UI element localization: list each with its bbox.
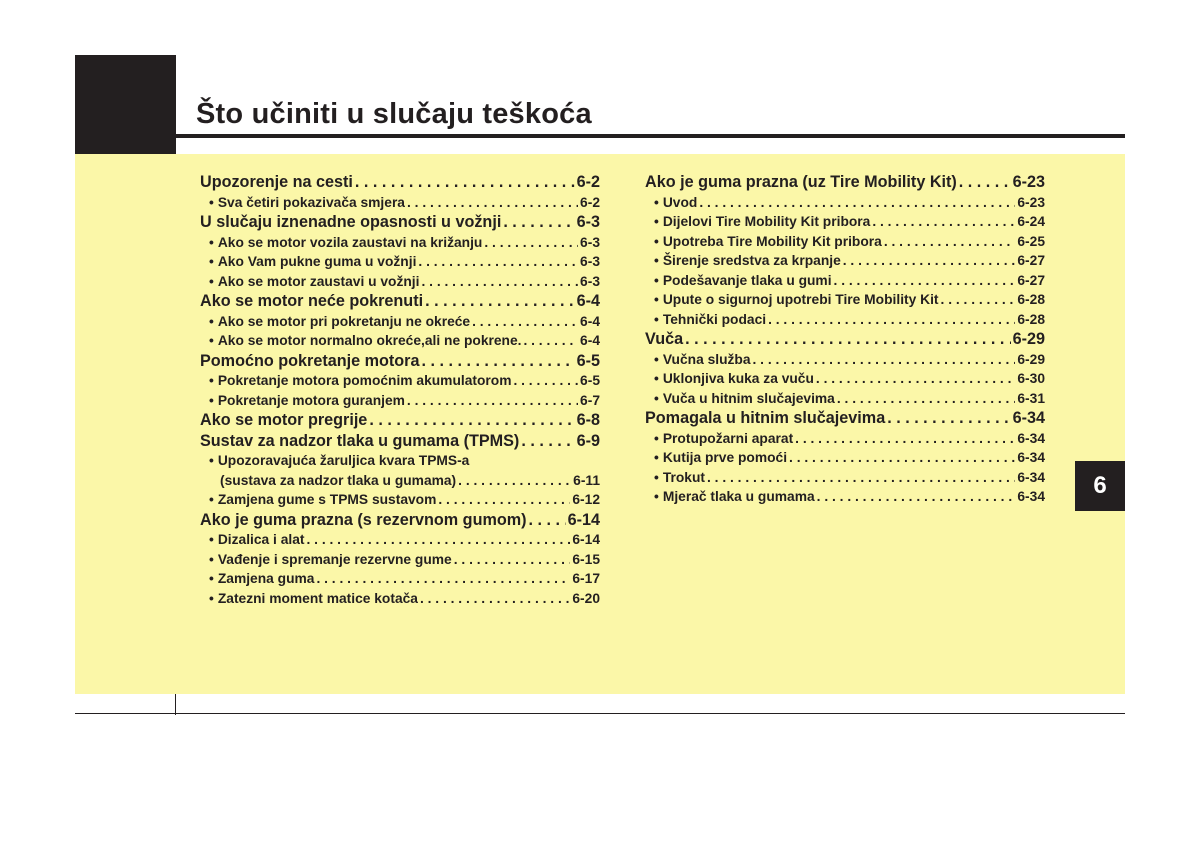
toc-page-number: 6-4 bbox=[576, 292, 600, 310]
dot-leader bbox=[843, 251, 1016, 271]
toc-entry-title: Zatezni moment matice kotača bbox=[217, 590, 418, 606]
toc-subsection-entry[interactable] bbox=[200, 490, 600, 510]
bullet-icon: • bbox=[209, 532, 214, 547]
toc-page-number: 6-8 bbox=[576, 411, 600, 429]
toc-entry-title: Sva četiri pokazivača smjera bbox=[217, 194, 405, 210]
dot-leader bbox=[872, 212, 1015, 232]
title-rule bbox=[176, 134, 1125, 138]
toc-subsection-entry[interactable] bbox=[200, 589, 600, 609]
toc-subsection-entry[interactable] bbox=[645, 271, 1045, 291]
toc-page-number: 6-34 bbox=[1017, 489, 1045, 504]
toc-section-entry[interactable] bbox=[200, 410, 600, 431]
toc-page-number: 6-3 bbox=[580, 273, 600, 289]
toc-entry-title: Dijelovi Tire Mobility Kit pribora bbox=[662, 214, 871, 229]
toc-page-number: 6-25 bbox=[1017, 233, 1045, 249]
bullet-icon: • bbox=[654, 450, 659, 465]
bullet-icon: • bbox=[654, 351, 659, 367]
toc-page-number: 6-30 bbox=[1017, 371, 1045, 386]
dot-leader bbox=[458, 471, 571, 491]
toc-page-number: 6-17 bbox=[572, 571, 600, 586]
toc-page-number: 6-2 bbox=[576, 173, 600, 191]
toc-entry-title: Vuča bbox=[645, 330, 684, 348]
toc-subsection-entry[interactable] bbox=[200, 371, 600, 391]
toc-subsection-entry[interactable] bbox=[200, 193, 600, 213]
toc-entry-title: Tehnički podaci bbox=[662, 311, 767, 327]
toc-entry-title: (sustava za nadzor tlaka u gumama) bbox=[220, 472, 457, 488]
toc-page-number: 6-3 bbox=[576, 213, 600, 231]
toc-subsection-entry[interactable] bbox=[200, 272, 600, 292]
toc-section-entry[interactable] bbox=[200, 510, 600, 531]
toc-column-left bbox=[200, 172, 600, 608]
toc-entry-title: Protupožarni aparat bbox=[662, 430, 794, 446]
toc-subsection-entry[interactable] bbox=[200, 550, 600, 570]
bullet-icon: • bbox=[654, 430, 659, 446]
dot-leader bbox=[421, 351, 574, 372]
toc-section-entry[interactable] bbox=[645, 329, 1045, 350]
toc-subsection-entry[interactable] bbox=[645, 429, 1045, 449]
dot-leader bbox=[795, 429, 1015, 449]
dot-leader bbox=[837, 389, 1016, 409]
dot-leader bbox=[523, 331, 578, 351]
dot-leader bbox=[316, 569, 570, 589]
dot-leader bbox=[941, 290, 1016, 310]
toc-page-number: 6-29 bbox=[1012, 330, 1045, 348]
dot-leader bbox=[685, 329, 1011, 350]
toc-entry-title: Sustav za nadzor tlaka u gumama (TPMS) bbox=[200, 431, 520, 450]
toc-entry-title: Ako se motor pregrije bbox=[200, 411, 368, 429]
bullet-icon: • bbox=[654, 194, 659, 210]
toc-page-number: 6-28 bbox=[1017, 311, 1045, 327]
toc-entry-title: Podešavanje tlaka u gumi bbox=[662, 272, 832, 288]
dot-leader bbox=[699, 193, 1015, 213]
dot-leader bbox=[753, 350, 1016, 370]
toc-page-number: 6-27 bbox=[1017, 253, 1045, 268]
toc-subsection-entry[interactable] bbox=[645, 193, 1045, 213]
toc-entry-title: Upotreba Tire Mobility Kit pribora bbox=[662, 233, 882, 249]
toc-subsection-entry[interactable] bbox=[645, 232, 1045, 252]
toc-entry-title: Vučna služba bbox=[662, 351, 751, 367]
toc-section-entry[interactable] bbox=[200, 172, 600, 193]
toc-entry-title: Ako se motor pri pokretanju ne okreće bbox=[217, 313, 471, 329]
toc-page-number: 6-12 bbox=[572, 492, 600, 507]
toc-page-number: 6-23 bbox=[1012, 173, 1045, 191]
toc-subsection-entry[interactable] bbox=[200, 233, 600, 253]
bullet-icon: • bbox=[209, 333, 214, 348]
toc-entry-title: Kutija prve pomoći bbox=[662, 450, 788, 465]
bullet-icon: • bbox=[209, 571, 214, 586]
toc-subsection-entry[interactable] bbox=[200, 331, 600, 351]
toc-page-number: 6-15 bbox=[572, 551, 600, 567]
bullet-icon: • bbox=[654, 469, 659, 485]
dot-leader bbox=[959, 172, 1011, 193]
toc-page-number: 6-5 bbox=[576, 351, 600, 370]
bullet-icon: • bbox=[209, 194, 214, 210]
dot-leader bbox=[817, 487, 1016, 507]
toc-entry-title: Dizalica i alat bbox=[217, 532, 305, 547]
toc-entry-title: Pokretanje motora pomoćnim akumulatorom bbox=[217, 373, 512, 388]
bullet-icon: • bbox=[209, 492, 214, 507]
dot-leader bbox=[369, 410, 574, 431]
toc-subsection-entry[interactable] bbox=[200, 569, 600, 589]
toc-entry-title: Pomagala u hitnim slučajevima bbox=[645, 409, 886, 427]
toc-entry-title: Pomoćno pokretanje motora bbox=[200, 351, 420, 370]
dot-leader bbox=[421, 272, 578, 292]
toc-entry-title: Ako se motor zaustavi u vožnji bbox=[217, 273, 420, 289]
toc-subsection-entry[interactable] bbox=[645, 389, 1045, 409]
dot-leader bbox=[529, 510, 566, 531]
toc-section-entry[interactable] bbox=[200, 351, 600, 372]
chapter-header-block bbox=[75, 55, 176, 156]
bullet-icon: • bbox=[654, 371, 659, 386]
dot-leader bbox=[438, 490, 570, 510]
bullet-icon: • bbox=[209, 551, 214, 567]
dot-leader bbox=[887, 408, 1010, 429]
toc-subsection-entry[interactable] bbox=[200, 312, 600, 332]
toc-subsection-entry[interactable] bbox=[645, 369, 1045, 389]
toc-entry-title: Upute o sigurnoj upotrebi Tire Mobility Kit bbox=[662, 292, 939, 307]
toc-subsection-entry[interactable] bbox=[645, 487, 1045, 507]
dot-leader bbox=[420, 589, 570, 609]
toc-entry-title: Širenje sredstva za krpanje bbox=[662, 253, 841, 268]
dot-leader bbox=[407, 193, 578, 213]
toc-subsection-entry[interactable] bbox=[200, 391, 600, 411]
dot-leader bbox=[834, 271, 1016, 291]
toc-entry-title: Zamjena gume s TPMS sustavom bbox=[217, 492, 437, 507]
toc-page-number: 6-14 bbox=[567, 510, 600, 529]
toc-subsection-entry[interactable] bbox=[645, 350, 1045, 370]
bullet-icon: • bbox=[209, 590, 214, 606]
toc-section-entry[interactable] bbox=[200, 431, 600, 452]
dot-leader bbox=[789, 448, 1015, 468]
bullet-icon: • bbox=[654, 214, 659, 229]
dot-leader bbox=[407, 391, 578, 411]
toc-section-entry[interactable] bbox=[200, 291, 600, 312]
toc-entry-title: Zamjena guma bbox=[217, 571, 315, 586]
dot-leader bbox=[454, 550, 571, 570]
dot-leader bbox=[484, 233, 578, 253]
toc-column-right bbox=[645, 172, 1045, 507]
dot-leader bbox=[307, 530, 571, 550]
toc-entry-title: Ako je guma prazna (uz Tire Mobility Kit) bbox=[645, 173, 957, 191]
bullet-icon: • bbox=[654, 233, 659, 249]
bullet-icon: • bbox=[654, 292, 659, 307]
bullet-icon: • bbox=[209, 373, 214, 388]
chapter-number: 6 bbox=[1093, 472, 1107, 499]
toc-entry-title: U slučaju iznenadne opasnosti u vožnji bbox=[200, 213, 502, 231]
toc-section-entry[interactable] bbox=[645, 408, 1045, 429]
toc-entry-title: Ako se motor vozila zaustavi na križanju bbox=[217, 234, 483, 250]
toc-subsection-entry[interactable] bbox=[645, 212, 1045, 232]
toc-subsection-entry[interactable] bbox=[645, 251, 1045, 271]
toc-page-number: 6-34 bbox=[1012, 409, 1045, 427]
toc-entry-title: Ako Vam pukne guma u vožnji bbox=[217, 254, 417, 269]
dot-leader bbox=[816, 369, 1015, 389]
toc-entry-title: Ako se motor neće pokrenuti bbox=[200, 292, 424, 310]
dot-leader bbox=[418, 252, 578, 272]
toc-page-number: 6-31 bbox=[1017, 390, 1045, 406]
toc-page-number: 6-29 bbox=[1017, 351, 1045, 367]
toc-entry-title: Vuča u hitnim slučajevima bbox=[662, 390, 835, 406]
bullet-icon: • bbox=[654, 272, 659, 288]
toc-page-number: 6-5 bbox=[580, 373, 600, 388]
toc-entry-title: Uklonjiva kuka za vuču bbox=[662, 371, 814, 386]
bullet-icon: • bbox=[654, 253, 659, 268]
toc-page-number: 6-4 bbox=[580, 313, 600, 329]
chapter-tab[interactable] bbox=[1075, 461, 1125, 511]
toc-subsection-entry[interactable] bbox=[200, 530, 600, 550]
toc-page-number: 6-9 bbox=[576, 431, 600, 450]
footer-rule bbox=[75, 713, 1125, 714]
toc-page-number: 6-20 bbox=[572, 590, 600, 606]
toc-page-number: 6-28 bbox=[1017, 292, 1045, 307]
toc-page-number: 6-7 bbox=[580, 392, 600, 408]
toc-subsection-entry[interactable] bbox=[645, 310, 1045, 330]
toc-subsection-entry[interactable] bbox=[200, 471, 600, 491]
bullet-icon: • bbox=[209, 453, 214, 468]
dot-leader bbox=[503, 212, 574, 233]
toc-entry-title: Mjerač tlaka u gumama bbox=[662, 489, 815, 504]
toc-page-number: 6-27 bbox=[1017, 272, 1045, 288]
toc-entry-title: Ako je guma prazna (s rezervnom gumom) bbox=[200, 510, 527, 529]
toc-entry-title: Ako se motor normalno okreće,ali ne pokrene. bbox=[217, 333, 522, 348]
toc-subsection-entry[interactable] bbox=[645, 468, 1045, 488]
toc-page-number: 6-34 bbox=[1017, 469, 1045, 485]
dot-leader bbox=[521, 431, 574, 452]
page-title: Što učiniti u slučaju teškoća bbox=[196, 98, 592, 130]
toc-page-number: 6-34 bbox=[1017, 450, 1045, 465]
dot-leader bbox=[768, 310, 1015, 330]
toc-subsection-entry[interactable] bbox=[645, 290, 1045, 310]
toc-entry-title: Upozoravajuća žaruljica kvara TPMS-a bbox=[217, 453, 470, 468]
dot-leader bbox=[707, 468, 1015, 488]
toc-page-number: 6-34 bbox=[1017, 430, 1045, 446]
toc-entry-title: Upozorenje na cesti bbox=[200, 173, 353, 191]
toc-page-number: 6-11 bbox=[573, 472, 600, 488]
toc-page-number: 6-14 bbox=[572, 532, 600, 547]
toc-page-number: 6-3 bbox=[580, 234, 600, 250]
dot-leader bbox=[425, 291, 575, 312]
toc-page-number: 6-4 bbox=[580, 333, 600, 348]
toc-subsection-entry[interactable] bbox=[200, 252, 600, 272]
bullet-icon: • bbox=[209, 313, 214, 329]
toc-entry-title: Uvod bbox=[662, 194, 698, 210]
toc-page-number: 6-2 bbox=[580, 194, 600, 210]
toc-section-entry[interactable] bbox=[645, 172, 1045, 193]
dot-leader bbox=[884, 232, 1016, 252]
bullet-icon: • bbox=[654, 390, 659, 406]
bullet-icon: • bbox=[209, 234, 214, 250]
toc-subsection-entry[interactable] bbox=[200, 451, 600, 471]
toc-subsection-entry[interactable] bbox=[645, 448, 1045, 468]
bullet-icon: • bbox=[654, 311, 659, 327]
bullet-icon: • bbox=[209, 254, 214, 269]
bullet-icon: • bbox=[209, 273, 214, 289]
toc-page-number: 6-3 bbox=[580, 254, 600, 269]
dot-leader bbox=[355, 172, 575, 193]
toc-section-entry[interactable] bbox=[200, 212, 600, 233]
bullet-icon: • bbox=[654, 489, 659, 504]
dot-leader bbox=[513, 371, 578, 391]
toc-entry-title: Vađenje i spremanje rezervne gume bbox=[217, 551, 452, 567]
toc-page-number: 6-24 bbox=[1017, 214, 1045, 229]
toc-entry-title: Pokretanje motora guranjem bbox=[217, 392, 405, 408]
toc-page-number: 6-23 bbox=[1017, 194, 1045, 210]
bullet-icon: • bbox=[209, 392, 214, 408]
toc-entry-title: Trokut bbox=[662, 469, 706, 485]
dot-leader bbox=[472, 312, 578, 332]
